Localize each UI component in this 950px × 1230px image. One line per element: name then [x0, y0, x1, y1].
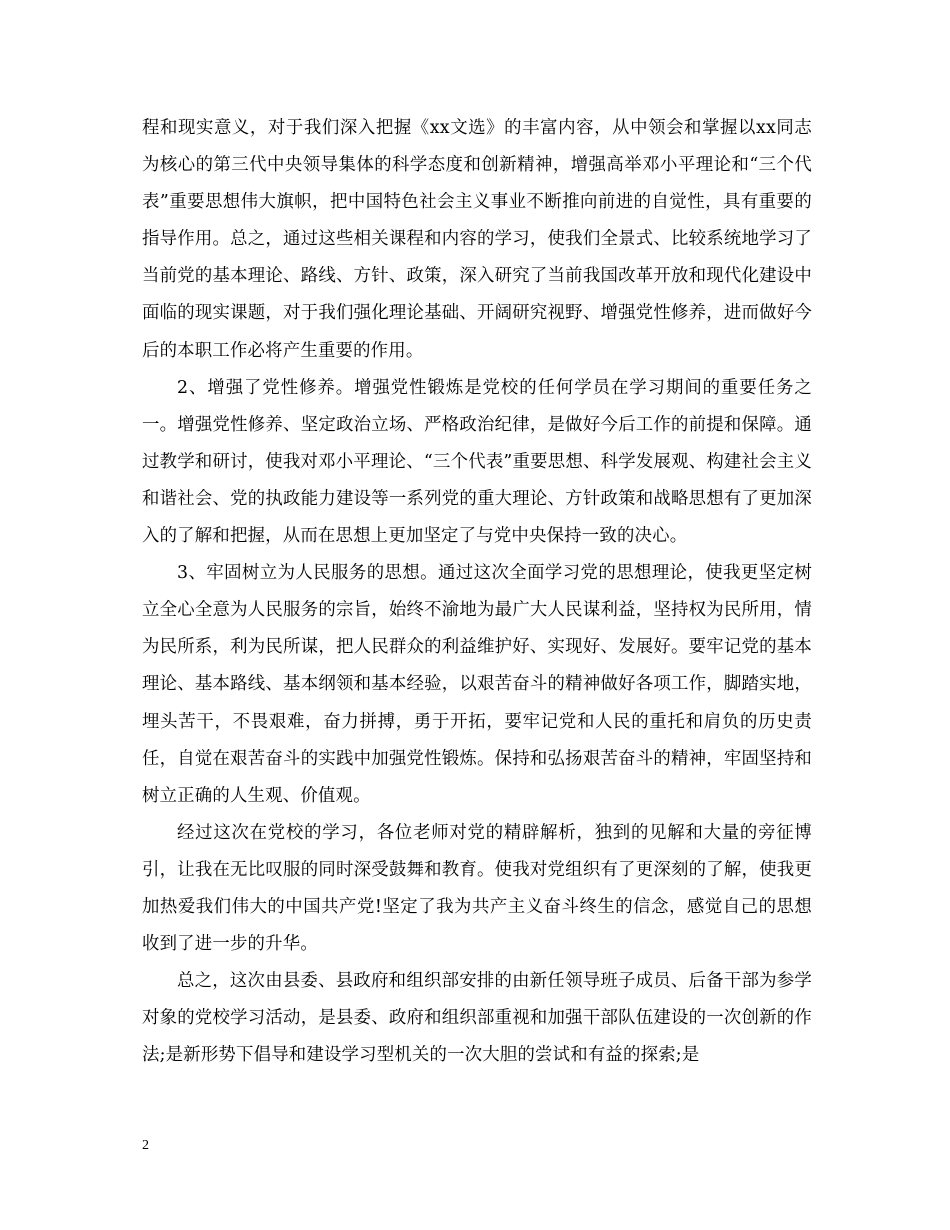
paragraph-study-reflection: 经过这次在党校的学习，各位老师对党的精辟解析，独到的见解和大量的旁征博引，让我在无比叹服的同时深受鼓舞和教育。使我对党组织有了更深刻的了解，使我更加热爱我们伟大的中国共产党!坚定了我为共产主义奋斗终生的信念，感觉自己的思想收到了进一步的升华。 — [142, 822, 812, 955]
document-body — [142, 110, 812, 1074]
paragraph-summary: 总之，这次由县委、县政府和组织部安排的由新任领导班子成员、后备干部为参学对象的党校学习活动，是县委、政府和组织部重视和加强干部队伍建设的一次创新的作法;是新形势下倡导和建设学习型机关的一次大胆的尝试和有益的探索;是 — [142, 971, 812, 1066]
paragraph-continuation: 程和现实意义，对于我们深入把握《xx文选》的丰富内容，从中领会和掌握以xx同志为核心的第三代中央领导集体的科学态度和创新精神，增强高举邓小平理论和“三个代表”重要思想伟大旗帜，把中国特色社会主义事业不断推向前进的自觉性，具有重要的指导作用。总之，通过这些相关课程和内容的学习，使我们全景式、比较系统地学习了当前党的基本理论、路线、方针、政策，深入研究了当前我国改革开放和现代化建设中面临的现实课题，对于我们强化理论基础、开阔研究视野、增强党性修养，进而做好今后的本职工作必将产生重要的作用。 — [142, 118, 812, 361]
paragraph-party-spirit: 2、增强了党性修养。增强党性锻炼是党校的任何学员在学习期间的重要任务之一。增强党性修养、坚定政治立场、严格政治纪律，是做好今后工作的前提和保障。通过教学和研讨，使我对邓小平理论、“三个代表”重要思想、科学发展观、构建社会主义和谐社会、党的执政能力建设等一系列党的重大理论、方针政策和战略思想有了更加深入的了解和把握，从而在思想上更加坚定了与党中央保持一致的决心。 — [142, 377, 812, 547]
page-number: 2 — [142, 1138, 149, 1153]
paragraph-serve-people: 3、牢固树立为人民服务的思想。通过这次全面学习党的思想理论，使我更坚定树立全心全意为人民服务的宗旨，始终不渝地为最广大人民谋利益，坚持权为民所用，情为民所系，利为民所谋，把人民群众的利益维护好、实现好、发展好。要牢记党的基本理论、基本路线、基本纲领和基本经验，以艰苦奋斗的精神做好各项工作，脚踏实地，埋头苦干，不畏艰难，奋力拼搏，勇于开拓，要牢记党和人民的重托和肩负的历史责任，自觉在艰苦奋斗的实践中加强党性锻炼。保持和弘扬艰苦奋斗的精神，牢固坚持和树立正确的人生观、价值观。 — [142, 563, 812, 806]
